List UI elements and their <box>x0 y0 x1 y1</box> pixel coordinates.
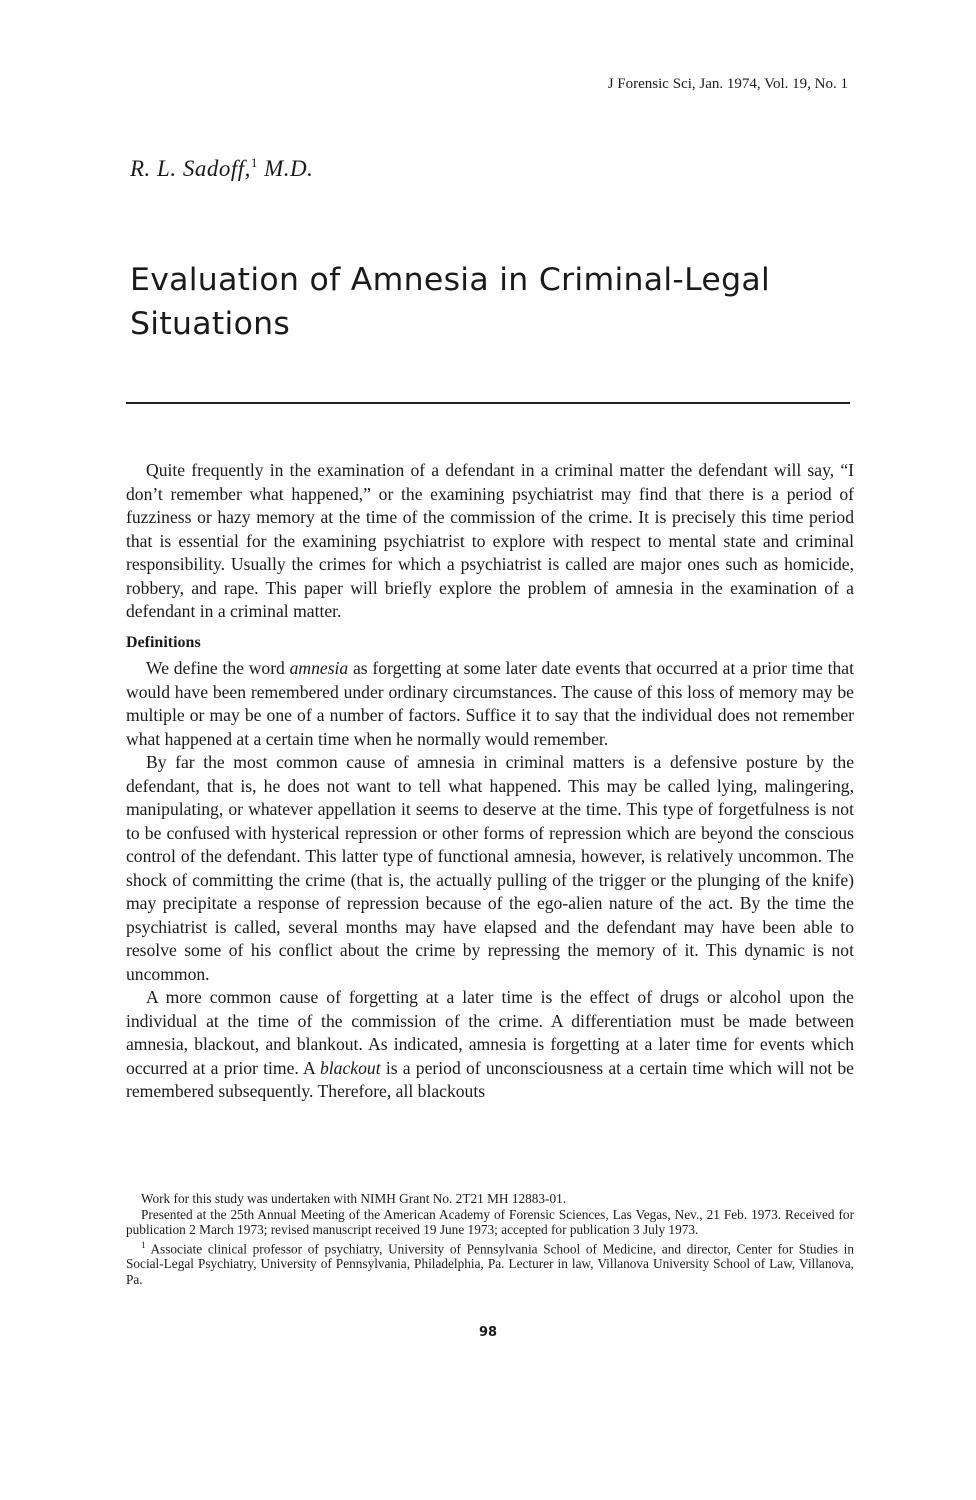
term-amnesia: amnesia <box>289 658 349 678</box>
title-divider <box>126 402 850 404</box>
definitions-paragraph-2: By far the most common cause of amnesia in criminal matters is a defensive posture by the defendant, that is, he does not want to tell what happened. This may be called lying, malingering, manipulating, or whatever appellation it seems to deserve at the time. This type of forgetfulness is not to be confused with hysterical repression or other forms of repression which are beyond the conscious control of the defendant. This latter type of functional amnesia, however, is relatively uncommon. The shock of committing the crime (that is, the actually pulling of the trigger or the plunging of the knife) may precipitate a response of repression because of the ego-alien nature of the act. By the time the psychiatrist is called, several months may have elapsed and the defendant may have been able to resolve some of his conflict about the crime by repressing the memory of it. This dynamic is not uncommon. <box>126 752 854 984</box>
footnote-affiliation-text: Associate clinical professor of psychiatry, University of Pennsylvania School of Medicine, and director, Center for Studies in Social-Legal Psychiatry, University of Pennsylvania, Philadelphia, Pa. Lecturer in law, Villanova University School of Law, Villanova, Pa. <box>126 1240 854 1287</box>
term-blackout: blackout <box>320 1057 381 1078</box>
page-number: 98 <box>478 1325 498 1340</box>
paragraph-text: We define the word <box>146 658 290 678</box>
paragraph-text: A more common cause of forgetting at a later time is the effect of drugs or alcohol upon the individual at the time of the commission of the crime. A differentiation must be made between amnesia, blackout, and blankout. As indicated, amnesia is forgetting at a later time for events which occurred at a prior time. A <box>126 987 854 1078</box>
definitions-paragraph-3 <box>126 986 854 1104</box>
author-footnote-mark: 1 <box>250 155 258 170</box>
footnote-grant: Work for this study was undertaken with NIMH Grant No. 2T21 MH 12883-01. <box>141 1191 567 1206</box>
footnote-mark: 1 <box>141 1239 146 1250</box>
footnotes <box>126 1191 854 1287</box>
paragraph-text: is a period of unconsciousness at a certain time which will not be remembered subsequently. Therefore, all blackouts <box>126 1057 854 1101</box>
article-body <box>126 459 854 1104</box>
author-degree: M.D. <box>264 156 314 181</box>
journal-reference: J Forensic Sci, Jan. 1974, Vol. 19, No. 1 <box>607 76 848 92</box>
footnote-presented: Presented at the 25th Annual Meeting of the American Academy of Forensic Sciences, Las Vegas, Nev., 21 Feb. 1973. Received for publication 2 March 1973; revised manuscript received 19 June 1973; accepted for publication 3 July 1973. <box>126 1206 854 1237</box>
paragraph-text: as forgetting at some later date events that occurred at a prior time that would have been remembered under ordinary circumstances. The cause of this loss of memory may be multiple or may be one of a number of factors. Suffice it to say that the individual does not remember what happened at a certain time when he normally would remember. <box>126 658 854 749</box>
intro-paragraph: Quite frequently in the examination of a defendant in a criminal matter the defendant will say, “I don’t remember what happened,” or the examining psychiatrist may find that there is a period of fuzziness or hazy memory at the time of the commission of the crime. It is precisely this time period that is essential for the examining psychiatrist to explore with respect to mental state and criminal responsibility. Usually the crimes for which a psychiatrist is called are major ones such as homicide, robbery, and rape. This paper will briefly explore the problem of amnesia in the examination of a defendant in a criminal matter. <box>126 460 854 621</box>
footnote-affiliation <box>126 1238 854 1288</box>
article-title: Evaluation of Amnesia in Criminal-Legal Situations <box>130 262 771 342</box>
definitions-paragraph-1 <box>126 657 854 751</box>
author-line <box>130 155 313 182</box>
section-heading-definitions: Definitions <box>126 633 201 651</box>
author-name: R. L. Sadoff, <box>130 156 251 181</box>
